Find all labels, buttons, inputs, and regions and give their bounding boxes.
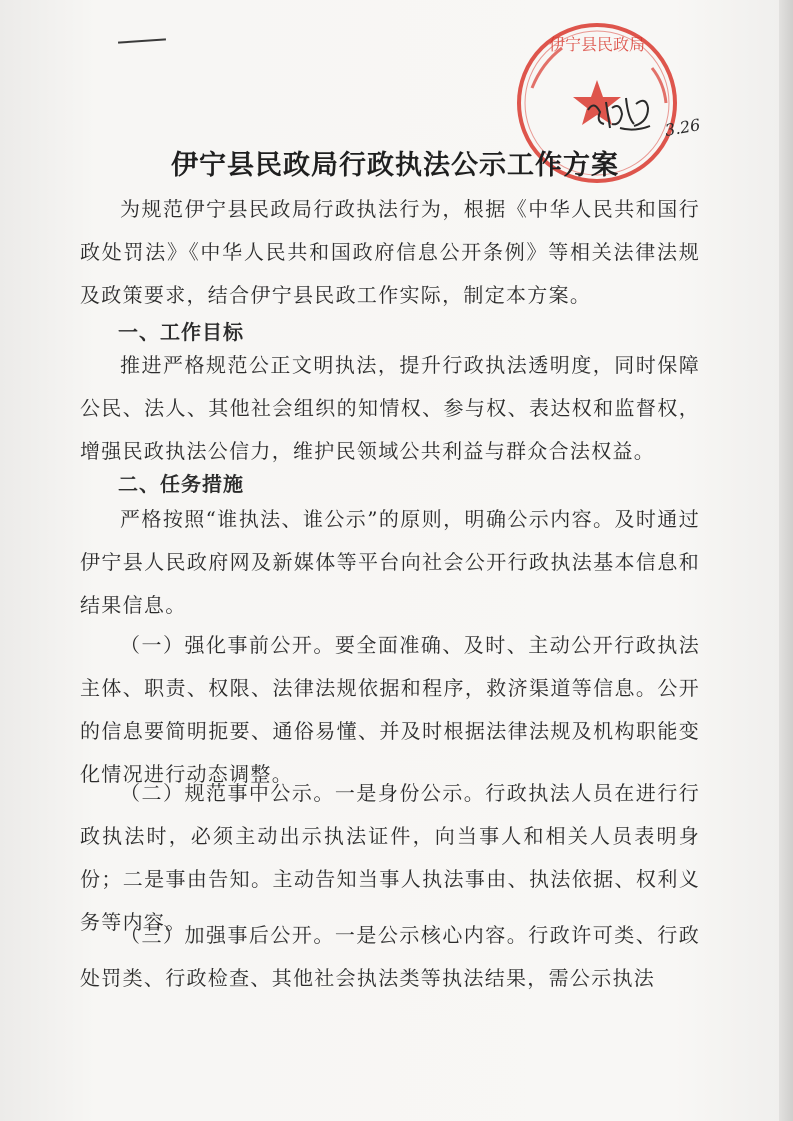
pen-mark — [118, 38, 166, 43]
signature-date: 3.26 — [663, 115, 702, 140]
document-title: 伊宁县民政局行政执法公示工作方案 — [171, 150, 619, 181]
section-1-body: 推进严格规范公正文明执法，提升行政执法透明度，同时保障公民、法人、其他社会组织的知情权、参与权、表达权和监督权，增强民政执法公信力，维护民领域公共利益与群众合法权益。 — [80, 353, 700, 463]
section-2-body: 严格按照“谁执法、谁公示”的原则，明确公示内容。及时通过伊宁县人民政府网及新媒体等平台向社会公开行政执法基本信息和结果信息。 — [80, 507, 700, 617]
intro-paragraph: 为规范伊宁县民政局行政执法行为，根据《中华人民共和国行政处罚法》《中华人民共和国政府信息公开条例》等相关法律法规及政策要求，结合伊宁县民政工作实际，制定本方案。 — [80, 197, 700, 307]
seal-text: 伊宁县民政局 — [548, 35, 646, 54]
section-1-heading: 一、工作目标 — [118, 320, 244, 344]
section-2-heading: 二、任务措施 — [118, 472, 244, 496]
page-edge-shadow — [779, 0, 793, 1121]
handwritten-signature — [580, 88, 720, 148]
section-2-item-3: （三）加强事后公开。一是公示核心内容。行政许可类、行政处罚类、行政检查、其他社会执法类等执法结果，需公示执法 — [80, 923, 700, 990]
section-2-item-1: （一）强化事前公开。要全面准确、及时、主动公开行政执法主体、职责、权限、法律法规依据和程序，救济渠道等信息。公开的信息要简明扼要、通俗易懂、并及时根据法律法规及机构职能变化情况进行动态调整。 — [80, 633, 700, 786]
section-2-item-2: （二）规范事中公示。一是身份公示。行政执法人员在进行行政执法时，必须主动出示执法证件，向当事人和相关人员表明身份；二是事由告知。主动告知当事人执法事由、执法依据、权利义务等内容。 — [80, 781, 700, 934]
